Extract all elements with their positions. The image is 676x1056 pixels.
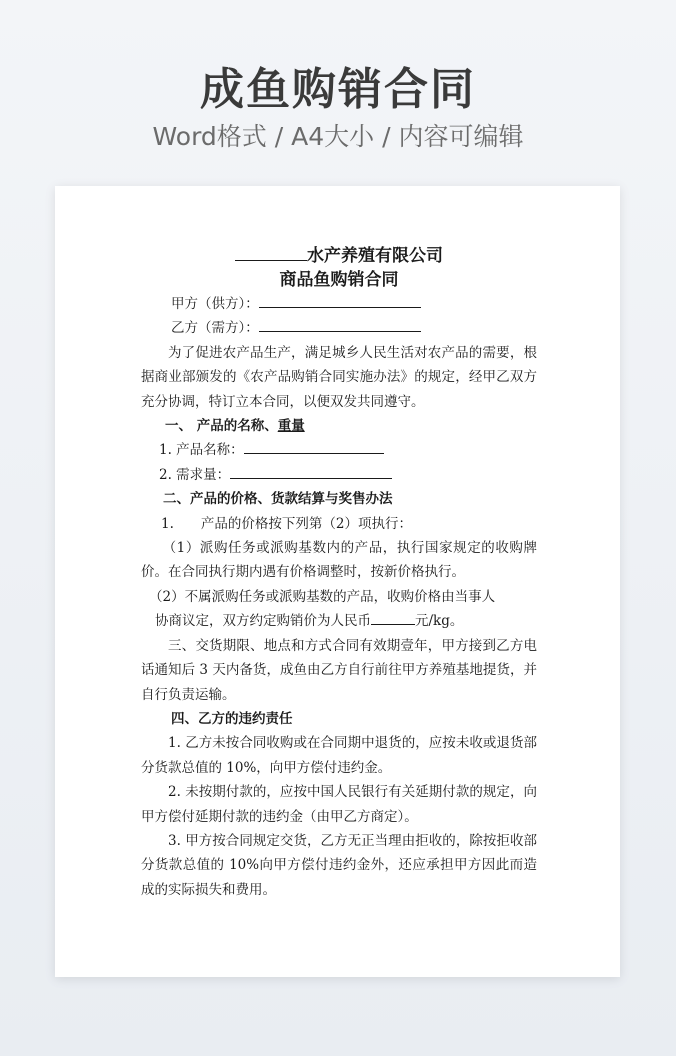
party-a-label: 甲方（供方）： (171, 296, 259, 312)
quantity-label: 2. 需求量： (159, 466, 231, 483)
document-page (55, 186, 620, 977)
quantity-blank[interactable] (230, 464, 392, 479)
company-heading (141, 244, 537, 268)
price-unit: 元/kg。 (415, 613, 464, 630)
party-a-blank[interactable] (259, 293, 421, 308)
company-name-label: 水产养殖有限公司 (307, 246, 443, 266)
page-subtitle: Word格式 / A4大小 / 内容可编辑 (152, 122, 524, 151)
party-b-blank[interactable] (259, 317, 421, 332)
section-1-title-b: 重量 (277, 418, 305, 435)
section-2-item-1: 1. 产品的价格按下列第（2）项执行： (161, 515, 412, 532)
company-name-blank[interactable] (235, 246, 307, 261)
section-4-item-2: 2. 未按期付款的，应按中国人民银行有关延期付款的规定，向甲方偿付延期付款的违约金（由甲乙方商定）。 (141, 784, 537, 825)
party-b-label: 乙方（需方）： (171, 320, 259, 337)
section-4-item-1: 1. 乙方未按合同收购或在合同期中退货的，应按未收或退货部分货款总值的 10%，向甲方偿付违约金。 (141, 735, 537, 776)
page-title: 成鱼购销合同 (200, 64, 476, 115)
quantity-line (141, 463, 537, 487)
party-a-line (141, 292, 537, 316)
section-2-title: 二、产品的价格、货款结算与奖售办法 (163, 491, 393, 508)
section-2-option-2-line-1: （2）不属派购任务或派购基数的产品，收购价格由当事人 (149, 588, 496, 605)
product-name-line (141, 438, 537, 462)
party-b-line (141, 316, 537, 340)
section-2-option-1: （1）派购任务或派购基数内的产品，执行国家规定的收购牌价。在合同执行期内遇有价格调整时，按新价格执行。 (141, 540, 537, 581)
product-name-blank[interactable] (244, 439, 384, 454)
section-1-title (141, 414, 537, 438)
contract-title: 商品鱼购销合同 (279, 270, 399, 290)
section-4-title: 四、乙方的违约责任 (171, 710, 293, 727)
document-body (141, 244, 537, 902)
section-1-title-a: 一、 产品的名称、 (165, 418, 278, 435)
price-blank[interactable] (371, 610, 415, 625)
section-2-option-2-line-2 (141, 609, 537, 633)
product-name-label: 1. 产品名称： (159, 442, 244, 459)
intro-paragraph: 为了促进农产品生产，满足城乡人民生活对农产品的需要，根据商业部颁发的《农产品购销合同实施办法》的规定，经甲乙双方充分协调，特订立本合同，以便双发共同遵守。 (141, 344, 537, 410)
price-label: 协商议定，双方约定购销价为人民币 (155, 613, 371, 630)
section-4-item-3: 3. 甲方按合同规定交货，乙方无正当理由拒收的，除按拒收部分货款总值的 10%向甲方偿付违约金外，还应承担甲方因此而造成的实际损失和费用。 (141, 832, 537, 898)
section-3-paragraph: 三、交货期限、地点和方式合同有效期壹年，甲方接到乙方电话通知后 3 天内备货，成鱼由乙方自行前往甲方养殖基地提货，并自行负责运输。 (141, 637, 537, 703)
